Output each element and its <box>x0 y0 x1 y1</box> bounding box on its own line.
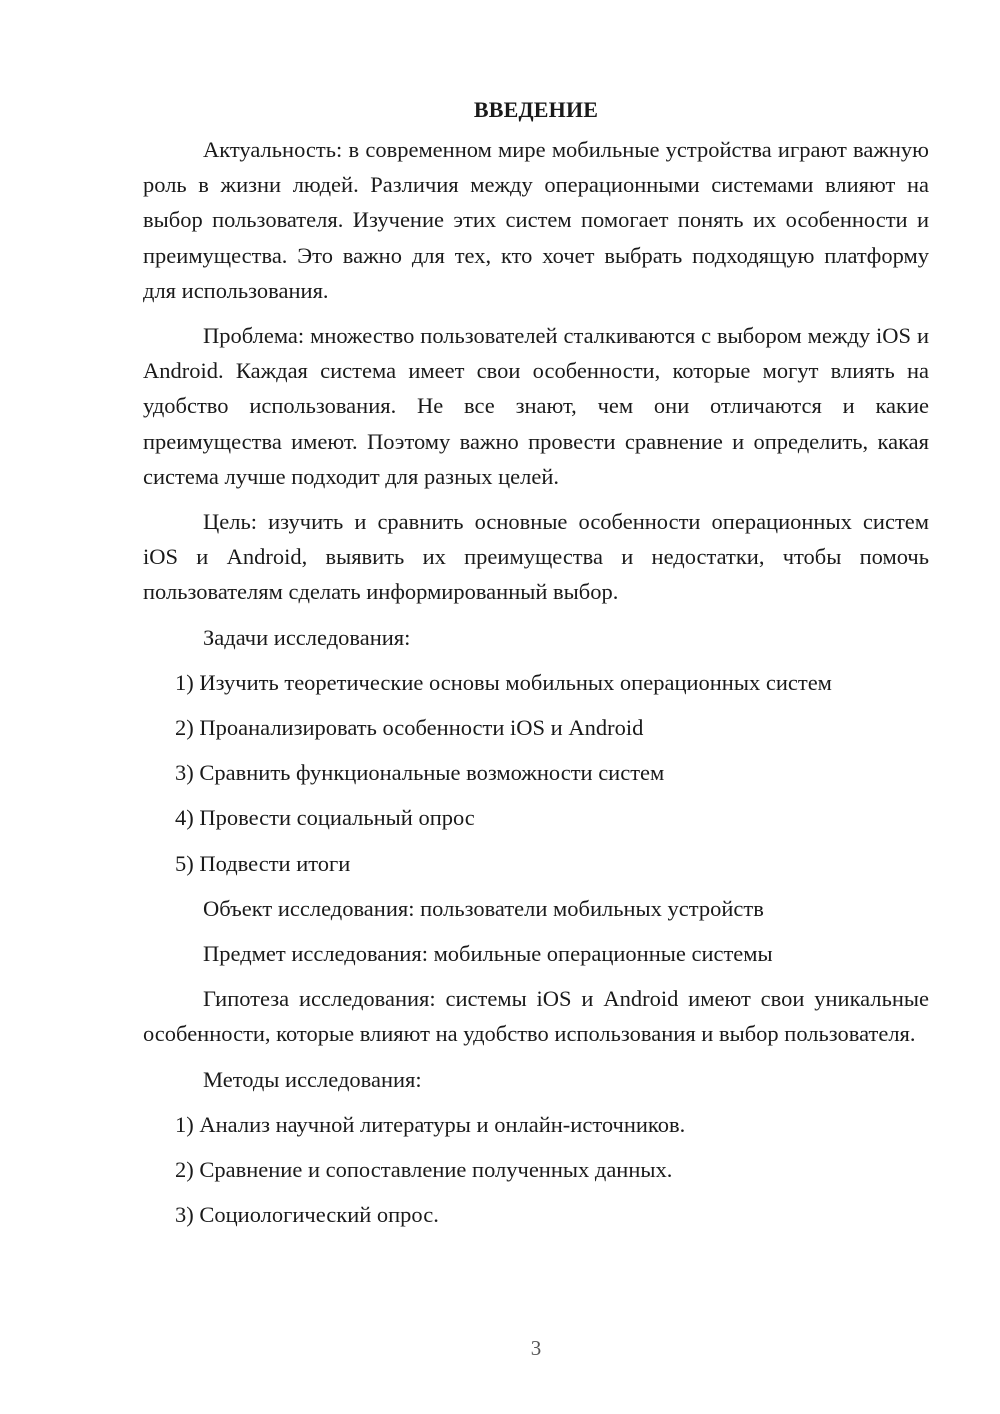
methods-title: Методы исследования: <box>203 1066 422 1092</box>
research-subject: Предмет исследования: мобильные операционные системы <box>203 941 773 967</box>
research-object: Объект исследования: пользователи мобильных устройств <box>203 895 764 921</box>
goal-paragraph: Цель: изучить и сравнить основные особенности операционных систем iOS и Android, выявить их преимущества и недостатки, чтобы помочь пользователям сделать информированный выбор. <box>143 509 929 605</box>
list-item: 4) Провести социальный опрос <box>175 805 475 831</box>
list-item: 5) Подвести итоги <box>175 850 351 876</box>
hypothesis-paragraph: Гипотеза исследования: системы iOS и Android имеют свои уникальные особенности, которые влияют на удобство использования и выбор пользователя. <box>143 986 929 1047</box>
tasks-title: Задачи исследования: <box>203 624 411 650</box>
page-heading: ВВЕДЕНИЕ <box>473 97 599 122</box>
list-item: 3) Социологический опрос. <box>175 1202 439 1228</box>
list-item: 1) Изучить теоретические основы мобильных операционных систем <box>175 669 832 695</box>
methods-list <box>143 1107 929 1233</box>
tasks-list <box>143 665 929 881</box>
page-content <box>143 92 929 1242</box>
page-number: 3 <box>530 1336 542 1360</box>
relevance-paragraph: Актуальность: в современном мире мобильные устройства играют важную роль в жизни людей. Различия между операционными системами влияют на выбор пользователя. Изучение этих систем помогает понять их особенности и преимущества. Это важно для тех, кто хочет выбрать подходящую платформу для использования. <box>143 137 929 303</box>
list-item: 3) Сравнить функциональные возможности систем <box>175 760 665 786</box>
list-item: 2) Сравнение и сопоставление полученных данных. <box>175 1157 673 1183</box>
list-item: 2) Проанализировать особенности iOS и Android <box>175 715 644 741</box>
list-item: 1) Анализ научной литературы и онлайн-источников. <box>175 1111 686 1137</box>
problem-paragraph: Проблема: множество пользователей сталкиваются с выбором между iOS и Android. Каждая система имеет свои особенности, которые могут влиять на удобство использования. Не все знают, чем они отличаются и какие преимущества имеют. Поэтому важно провести сравнение и определить, какая система лучше подходит для разных целей. <box>143 323 929 489</box>
